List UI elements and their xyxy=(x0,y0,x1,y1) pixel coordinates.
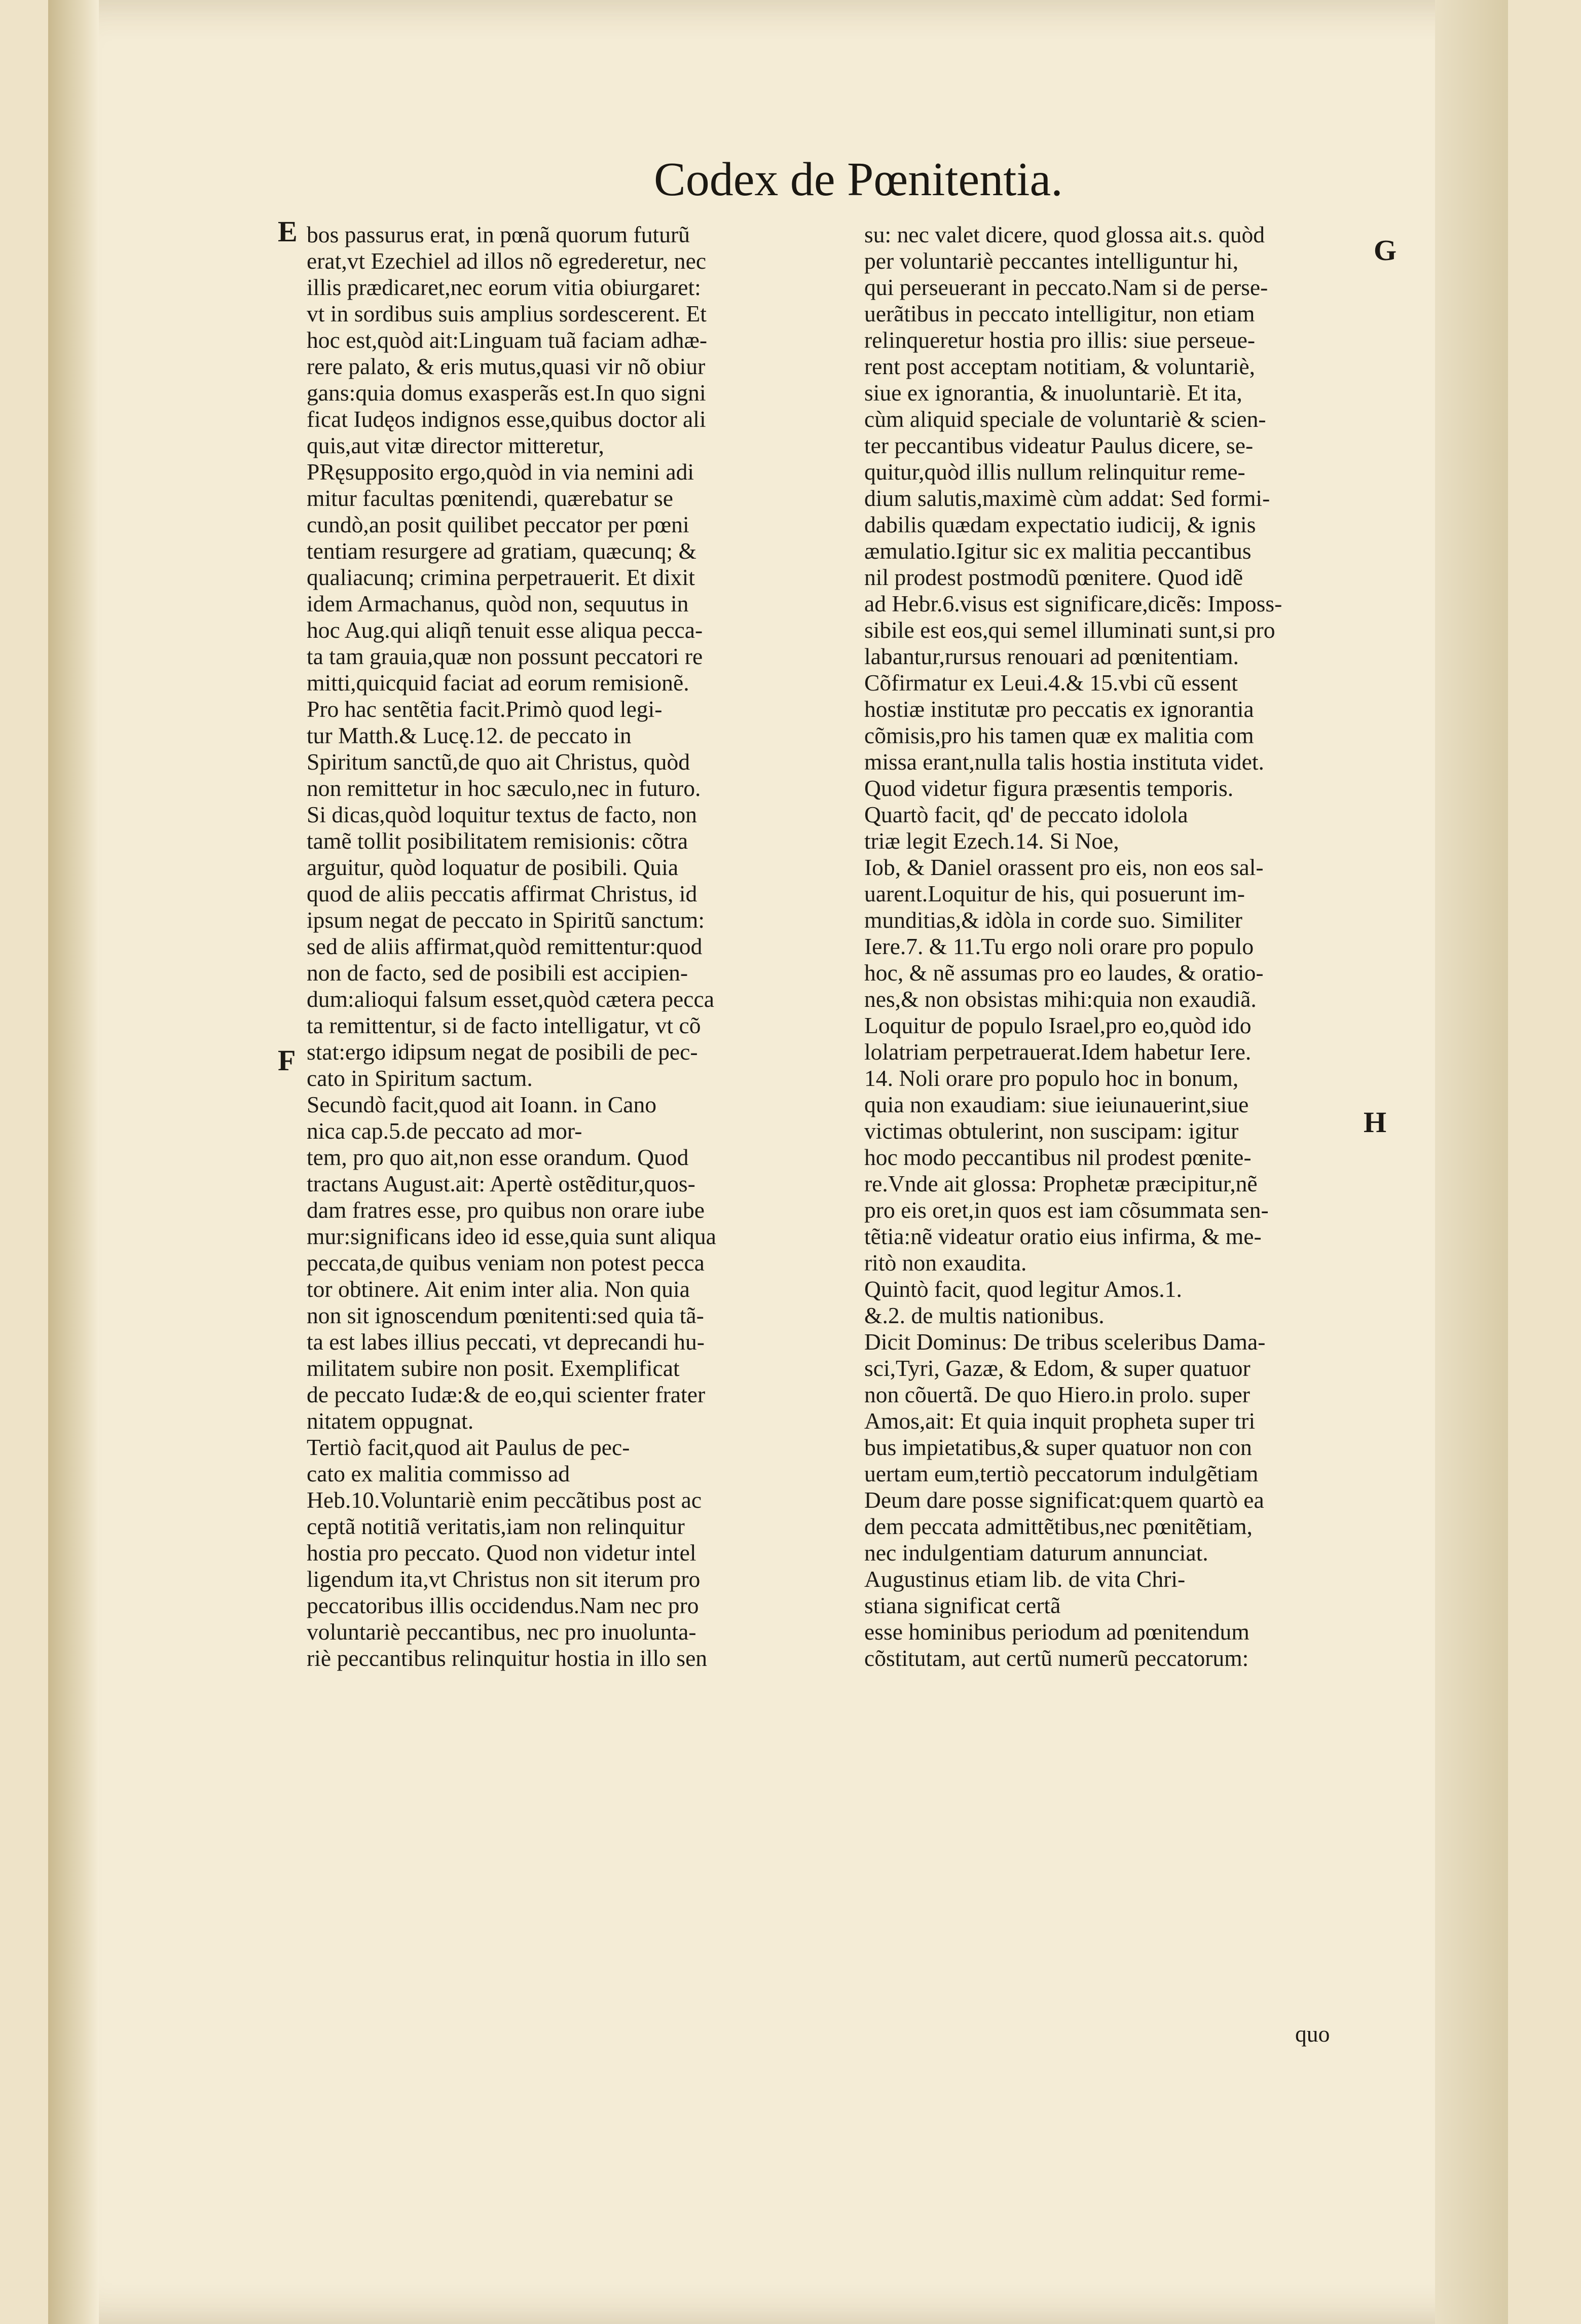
text-line: Spiritum sanctũ,de quo ait Christus, quòd xyxy=(307,749,690,775)
text-line: mitti,quicquid faciat ad eorum remisionẽ. xyxy=(307,670,689,696)
text-line: victimas obtulerint, non suscipam: igitur xyxy=(864,1118,1239,1144)
text-line: æmulatio.Igitur sic ex malitia peccantibus xyxy=(864,538,1252,564)
text-line: dum:alioqui falsum esset,quòd cætera pecca xyxy=(307,986,714,1012)
text-line: dabilis quædam expectatio iudicij, & ignis xyxy=(864,512,1256,537)
text-line: qualiacunq; crimina perpetrauerit. Et dixit xyxy=(307,564,695,590)
page-gutter-shadow xyxy=(48,0,99,2324)
text-line: tentiam resurgere ad gratiam, quæcunq; & xyxy=(307,538,696,564)
text-line: mur:significans ideo id esse,quia sunt aliqua xyxy=(307,1223,716,1249)
text-line: arguitur, quòd loquatur de posibili. Quia xyxy=(307,854,679,880)
text-line: Pro hac sentẽtia facit.Primò quod legi- xyxy=(307,696,663,722)
text-line: nes,& non obsistas mihi:quia non exaudiã. xyxy=(864,986,1257,1012)
text-line: Augustinus etiam lib. de vita Chri- xyxy=(864,1566,1186,1592)
text-line: sed de aliis affirmat,quòd remittentur:quod xyxy=(307,933,703,959)
left-text-column xyxy=(307,222,819,1672)
margin-letter-h: H xyxy=(1364,1106,1387,1139)
text-line: tẽtia:nẽ videatur oratio eius infirma, & me- xyxy=(864,1223,1262,1249)
text-line: Si dicas,quòd loquitur textus de facto, non xyxy=(307,802,697,827)
text-line: Amos,ait: Et quia inquit propheta super tri xyxy=(864,1408,1256,1434)
text-line: quitur,quòd illis nullum relinquitur reme- xyxy=(864,459,1245,485)
text-line: esse hominibus periodum ad pœnitendum xyxy=(864,1619,1249,1645)
text-line: Cõfirmatur ex Leui.4.& 15.vbi cũ essent xyxy=(864,670,1238,696)
text-line: dium salutis,maximè cùm addat: Sed formi- xyxy=(864,485,1270,511)
text-line: cato in Spiritum sactum. xyxy=(307,1065,533,1091)
text-line: labantur,rursus renouari ad pœnitentiam. xyxy=(864,643,1239,669)
text-line: tor obtinere. Ait enim inter alia. Non quia xyxy=(307,1276,690,1302)
text-line: non cõuertã. De quo Hiero.in prolo. super xyxy=(864,1382,1250,1407)
text-line: non remittetur in hoc sæculo,nec in futuro. xyxy=(307,775,701,801)
text-line: erat,vt Ezechiel ad illos nõ egrederetur, nec xyxy=(307,248,707,274)
text-line: per voluntariè peccantes intelliguntur hi, xyxy=(864,248,1239,274)
text-line: hostia pro peccato. Quod non videtur intel xyxy=(307,1540,696,1566)
text-line: militatem subire non posit. Exemplificat xyxy=(307,1355,680,1381)
text-line: vt in sordibus suis amplius sordescerent. Et xyxy=(307,301,707,326)
text-line: quia non exaudiam: siue ieiunauerint,siue xyxy=(864,1092,1249,1117)
text-line: dem peccata admittẽtibus,nec pœnitẽtiam, xyxy=(864,1513,1253,1539)
text-line: dam fratres esse, pro quibus non orare iube xyxy=(307,1197,705,1223)
text-line: cùm aliquid speciale de voluntariè & scien- xyxy=(864,406,1266,432)
text-line: Quod videtur figura præsentis temporis. xyxy=(864,775,1234,801)
text-line: Secundò facit,quod ait Ioann. in Cano xyxy=(307,1092,657,1117)
text-line: stiana significat certã xyxy=(864,1592,1061,1618)
text-line: gans:quia domus exasperãs est.In quo signi xyxy=(307,380,706,406)
text-line: ta remittentur, si de facto intelligatur, vt cõ xyxy=(307,1012,701,1038)
text-line: non sit ignoscendum pœnitenti:sed quia tã- xyxy=(307,1302,704,1328)
text-line: peccata,de quibus veniam non potest pecca xyxy=(307,1250,705,1276)
text-line: Quartò facit, qd' de peccato idolola xyxy=(864,802,1188,827)
text-line: triæ legit Ezech.14. Si Noe, xyxy=(864,828,1119,854)
text-line: uarent.Loquitur de his, qui posuerunt im- xyxy=(864,881,1245,906)
text-line: illis prædicaret,nec eorum vitia obiurgaret: xyxy=(307,274,701,300)
text-line: rent post acceptam notitiam, & voluntariè, xyxy=(864,353,1256,379)
text-line: lolatriam perpetrauerat.Idem habetur Iere. xyxy=(864,1039,1252,1065)
text-line: riè peccantibus relinquitur hostia in illo sen xyxy=(307,1645,708,1671)
catchword: quo xyxy=(1295,2021,1330,2047)
text-line: ipsum negat de peccato in Spiritũ sanctum: xyxy=(307,907,705,933)
text-line: cõmisis,pro his tamen quæ ex malitia com xyxy=(864,722,1254,748)
text-line: ceptã notitiã veritatis,iam non relinquitur xyxy=(307,1513,685,1539)
text-line: Heb.10.Voluntariè enim peccãtibus post ac xyxy=(307,1487,702,1513)
text-line: bus impietatibus,& super quatuor non con xyxy=(864,1434,1252,1460)
text-line: stat:ergo idipsum negat de posibili de pec- xyxy=(307,1039,698,1065)
text-line: hoc est,quòd ait:Linguam tuã faciam adhæ- xyxy=(307,327,708,353)
text-line: quod de aliis peccatis affirmat Christus, id xyxy=(307,881,697,906)
text-line: 14. Noli orare pro populo hoc in bonum, xyxy=(864,1065,1239,1091)
text-line: ta tam grauia,quæ non possunt peccatori re xyxy=(307,643,703,669)
text-line: peccatoribus illis occidendus.Nam nec pro xyxy=(307,1592,699,1618)
text-line: Iere.7. & 11.Tu ergo noli orare pro populo xyxy=(864,933,1254,959)
text-line: nitatem oppugnat. xyxy=(307,1408,474,1434)
text-line: Quintò facit, quod legitur Amos.1. xyxy=(864,1276,1182,1302)
text-line: hoc Aug.qui aliqñ tenuit esse aliqua pecca- xyxy=(307,617,703,643)
text-line: tur Matth.& Lucę.12. de peccato in xyxy=(307,722,632,748)
page-title: Codex de Pœnitentia. xyxy=(654,153,1063,206)
text-line: nil prodest postmodũ pœnitere. Quod idẽ xyxy=(864,564,1243,590)
margin-letter-g: G xyxy=(1374,234,1397,267)
text-line: non de facto, sed de posibili est accipien- xyxy=(307,960,688,986)
text-line: Deum dare posse significat:quem quartò ea xyxy=(864,1487,1264,1513)
text-line: cundò,an posit quilibet peccator per pœni xyxy=(307,512,689,537)
text-line: sci,Tyri, Gazæ, & Edom, & super quatuor xyxy=(864,1355,1251,1381)
text-line: quis,aut vitæ director mitteretur, xyxy=(307,432,604,458)
text-line: Loquitur de populo Israel,pro eo,quòd ido xyxy=(864,1012,1252,1038)
text-line: voluntariè peccantibus, nec pro inuolunta- xyxy=(307,1619,696,1645)
text-line: pro eis oret,in quos est iam cõsummata sen- xyxy=(864,1197,1269,1223)
text-line: re.Vnde ait glossa: Prophetæ præcipitur,nẽ xyxy=(864,1171,1258,1196)
text-line: munditias,& idòla in corde suo. Similiter xyxy=(864,907,1242,933)
text-line: nec indulgentiam daturum annunciat. xyxy=(864,1540,1208,1566)
text-line: missa erant,nulla talis hostia instituta videt. xyxy=(864,749,1264,775)
text-line: hoc, & nẽ assumas pro eo laudes, & oratio- xyxy=(864,960,1264,986)
text-line: Tertiò facit,quod ait Paulus de pec- xyxy=(307,1434,630,1460)
margin-letter-e: E xyxy=(278,215,298,248)
text-line: tem, pro quo ait,non esse orandum. Quod xyxy=(307,1144,689,1170)
text-line: su: nec valet dicere, quod glossa ait.s. quòd xyxy=(864,222,1265,247)
text-line: siue ex ignorantia, & inuoluntariè. Et ita, xyxy=(864,380,1242,406)
text-line: uertam eum,tertiò peccatorum indulgẽtiam xyxy=(864,1461,1259,1486)
text-line: ter peccantibus videatur Paulus dicere, se- xyxy=(864,432,1254,458)
text-line: rere palato, & eris mutus,quasi vir nõ obiur xyxy=(307,353,706,379)
text-line: Iob, & Daniel orassent pro eis, non eos sal- xyxy=(864,854,1264,880)
text-line: bos passurus erat, in pœnã quorum futurũ xyxy=(307,222,690,247)
text-line: tamẽ tollit posibilitatem remisionis: cõtra xyxy=(307,828,688,854)
text-line: &.2. de multis nationibus. xyxy=(864,1302,1105,1328)
text-line: relinqueretur hostia pro illis: siue perseue- xyxy=(864,327,1256,353)
text-line: tractans August.ait: Apertè ostẽditur,quos- xyxy=(307,1171,695,1196)
text-line: PRęsupposito ergo,quòd in via nemini adi xyxy=(307,459,694,485)
text-line: cato ex malitia commisso ad xyxy=(307,1461,570,1486)
text-line: nica cap.5.de peccato ad mor- xyxy=(307,1118,582,1144)
text-line: ligendum ita,vt Christus non sit iterum pro xyxy=(307,1566,701,1592)
text-line: de peccato Iudæ:& de eo,qui scienter frater xyxy=(307,1382,706,1407)
page-fore-edge xyxy=(1435,0,1508,2324)
text-line: mitur facultas pœnitendi, quærebatur se xyxy=(307,485,673,511)
text-line: hostiæ institutæ pro peccatis ex ignorantia xyxy=(864,696,1254,722)
text-line: ficat Iudęos indignos esse,quibus doctor ali xyxy=(307,406,706,432)
text-line: ta est labes illius peccati, vt deprecandi hu- xyxy=(307,1329,705,1355)
text-line: idem Armachanus, quòd non, sequutus in xyxy=(307,591,689,616)
margin-letter-f: F xyxy=(278,1044,296,1077)
text-line: ritò non exaudita. xyxy=(864,1250,1027,1276)
right-text-column xyxy=(864,222,1381,1672)
text-line: uerãtibus in peccato intelligitur, non etiam xyxy=(864,301,1255,326)
text-line: hoc modo peccantibus nil prodest pœnite- xyxy=(864,1144,1252,1170)
text-line: qui perseuerant in peccato.Nam si de perse- xyxy=(864,274,1268,300)
text-line: cõstitutam, aut certũ numerũ peccatorum: xyxy=(864,1645,1249,1671)
text-line: ad Hebr.6.visus est significare,dicẽs: Imposs- xyxy=(864,591,1282,616)
text-line: Dicit Dominus: De tribus sceleribus Dama- xyxy=(864,1329,1266,1355)
text-line: sibile est eos,qui semel illuminati sunt,si pro xyxy=(864,617,1275,643)
